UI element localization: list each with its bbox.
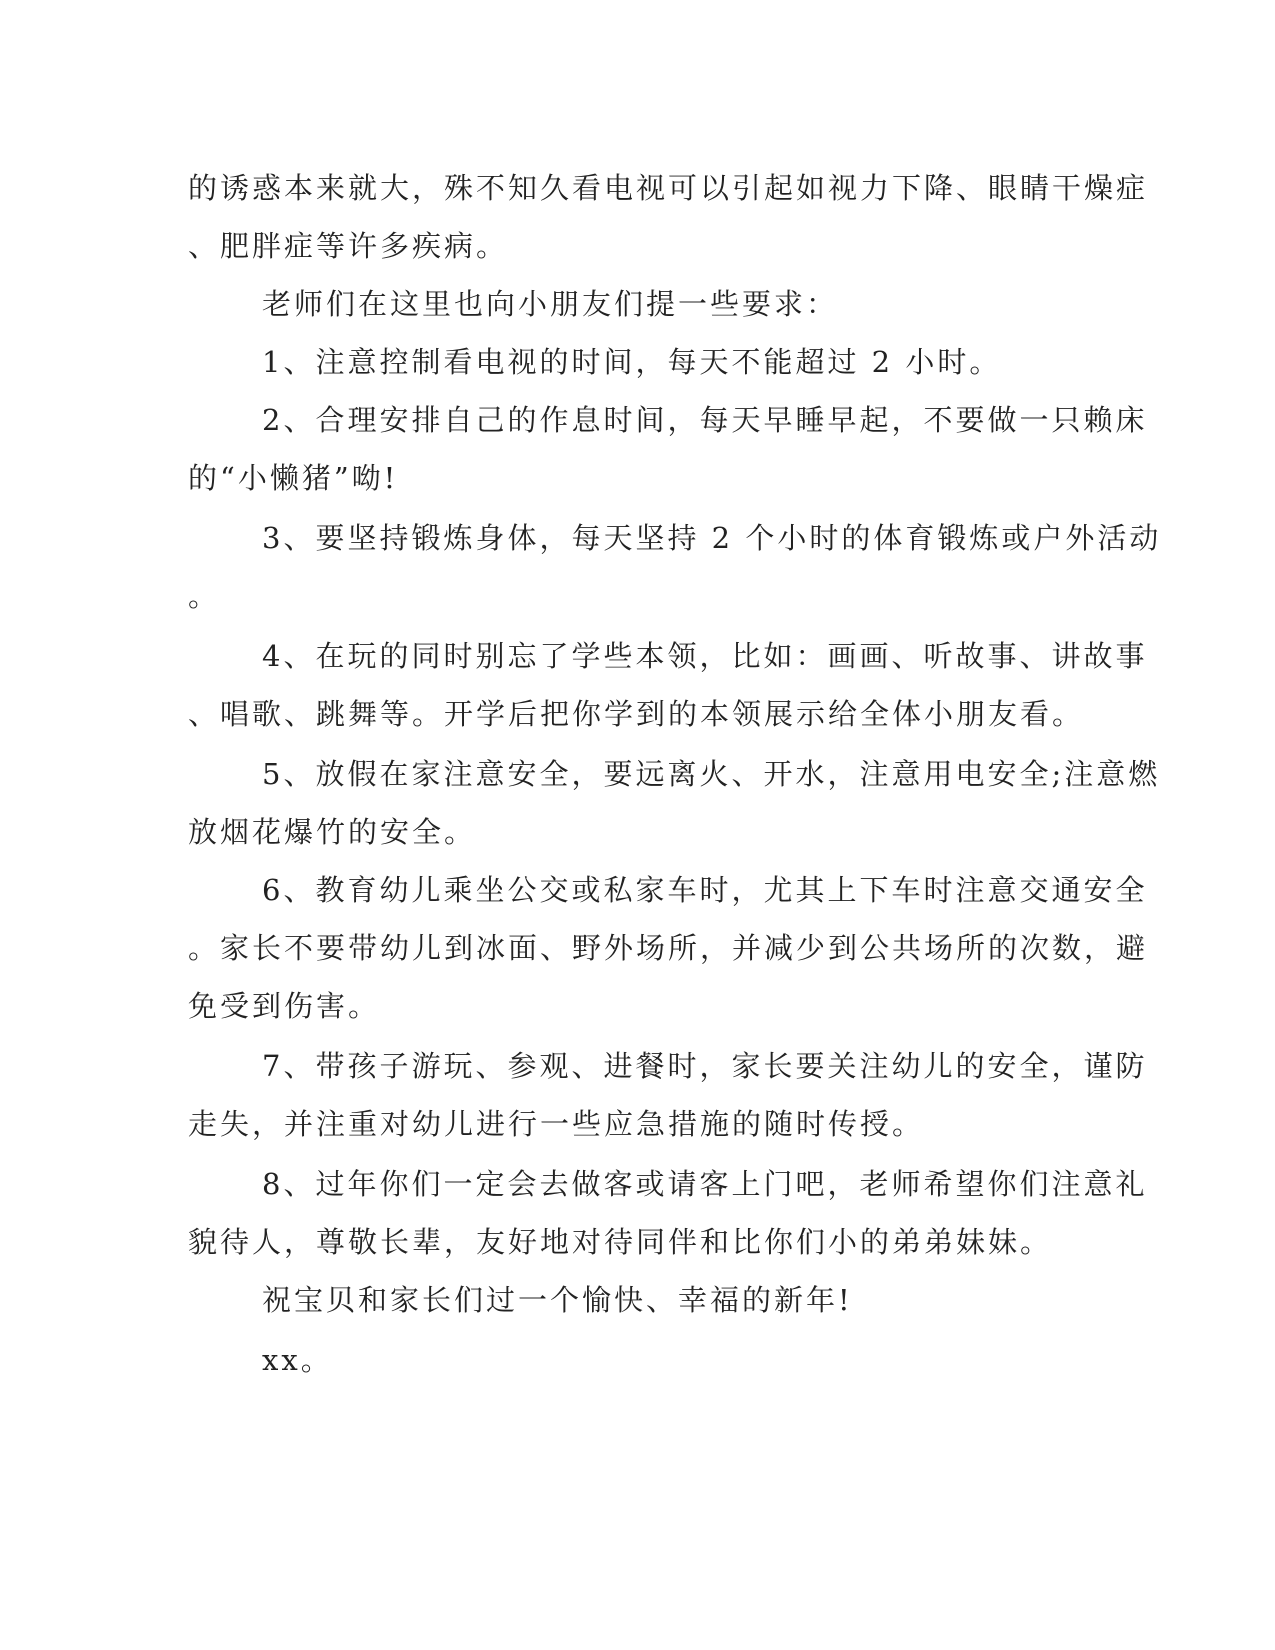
list-item: 7、带孩子游玩、参观、进餐时，家长要关注幼儿的安全，谨防 [262, 1049, 1148, 1083]
list-item: 3、要坚持锻炼身体，每天坚持 2 个小时的体育锻炼或户外活动 [262, 521, 1162, 555]
text-line: 免受到伤害。 [188, 989, 381, 1023]
text-line: 走失，并注重对幼儿进行一些应急措施的随时传授。 [188, 1107, 925, 1141]
list-item: 2、合理安排自己的作息时间，每天早睡早起，不要做一只赖床 [262, 403, 1148, 437]
signature: xx。 [262, 1343, 333, 1377]
text-line: 老师们在这里也向小朋友们提一些要求： [262, 287, 839, 321]
text-line: 放烟花爆竹的安全。 [188, 815, 477, 849]
closing-greeting: 祝宝贝和家长们过一个愉快、幸福的新年! [262, 1283, 853, 1317]
list-item: 8、过年你们一定会去做客或请客上门吧，老师希望你们注意礼 [262, 1167, 1148, 1201]
text-line: 貌待人，尊敬长辈，友好地对待同伴和比你们小的弟弟妹妹。 [188, 1225, 1053, 1259]
text-line: 的诱惑本来就大，殊不知久看电视可以引起如视力下降、眼睛干燥症 [188, 171, 1149, 205]
text-line: 、肥胖症等许多疾病。 [188, 229, 509, 263]
text-line: 的“小懒猪”呦! [188, 461, 399, 495]
list-item: 4、在玩的同时别忘了学些本领，比如：画画、听故事、讲故事 [262, 639, 1148, 673]
list-item: 5、放假在家注意安全，要远离火、开水，注意用电安全;注意燃 [262, 757, 1161, 791]
text-line: 。家长不要带幼儿到冰面、野外场所，并减少到公共场所的次数，避 [188, 931, 1149, 965]
list-item: 1、注意控制看电视的时间，每天不能超过 2 小时。 [262, 345, 1002, 379]
text-line: 。 [188, 579, 221, 613]
list-item: 6、教育幼儿乘坐公交或私家车时，尤其上下车时注意交通安全 [262, 873, 1148, 907]
text-line: 、唱歌、跳舞等。开学后把你学到的本领展示给全体小朋友看。 [188, 697, 1085, 731]
